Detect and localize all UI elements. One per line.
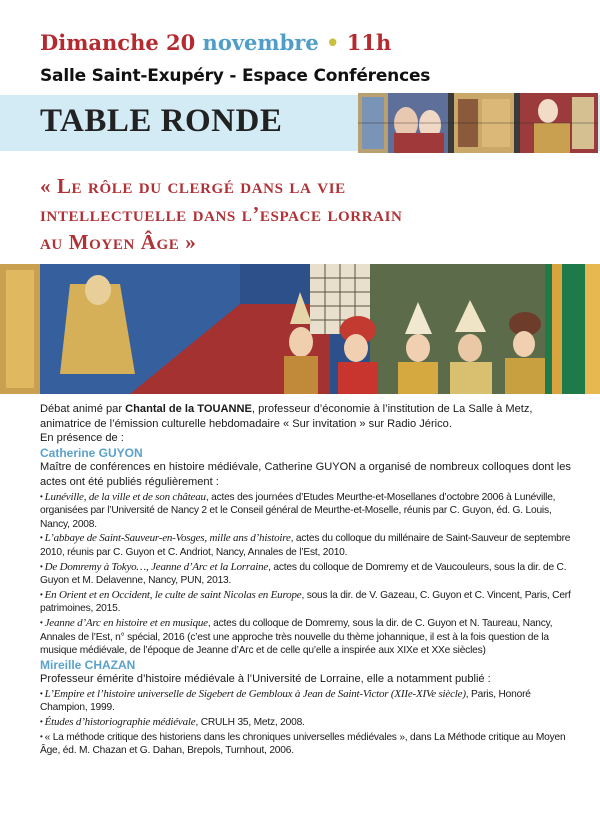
presence-label: En présence de : — [40, 432, 124, 445]
publication-item: • Lunéville, de la ville et de son château, actes des journées d’Etudes Meurthe-et-Mosellanes d’octobre 2006 à Lunéville, organisées par l’Université de Nancy 2 et le Conseil général de Meurthe-et-Moselle, réunis par C. Guyon, éd. G. Louis, Nancy, 2008. — [40, 490, 556, 530]
publication-item: • Jeanne d’Arc en histoire et en musique, actes du colloque de Domremy, sous la dir. de C. Guyon et N. Taureau, Nancy, Annales de l’Est, n° spécial, 2016 (c’est une approche très nouvelle du thème johannique, il est à la fois question de la musique médiévale, de l’époque de Jeanne d’Arc et de celle qu’elle a inspirée aux XIXe et XXe siècles) — [40, 616, 553, 657]
round-table-topic — [40, 172, 570, 256]
speaker-name: Mireille CHAZAN — [40, 657, 136, 672]
event-time: 11h — [346, 30, 392, 55]
publication-item: • « La méthode critique des historiens dans les chroniques universelles médiévales », dans La Méthode critique au Moyen Âge, éd. M. Chazan et G. Dahan, Brepols, Turnhout, 2006. — [40, 731, 566, 757]
moderator-paragraph — [40, 402, 572, 431]
date-month: novembre — [202, 30, 319, 55]
moderator-prefix: Débat animé par — [40, 403, 123, 415]
speaker-name: Catherine GUYON — [40, 445, 143, 460]
medieval-miniature-image — [0, 264, 600, 394]
venue: Salle Saint-Exupéry - Espace Conférences — [40, 66, 431, 86]
speaker-bio: Professeur émérite d’histoire médiévale à l’Université de Lorraine, elle a notamment publié : — [40, 673, 491, 686]
moderator-description: , professeur d’économie à l’institution de La Salle à Metz, animatrice de l’émission culturelle hebdomadaire « Sur invitation » sur Radio Jérico. — [40, 403, 533, 430]
stained-glass-image — [358, 93, 598, 153]
date-separator: • — [326, 30, 340, 55]
publication-item: • Études d’historiographie médiévale, CRULH 35, Metz, 2008. — [40, 716, 305, 729]
speaker-bio: Maître de conférences en histoire médiévale, Catherine GUYON a organisé de nombreux colloques dont les actes ont été publiés régulièrement : — [40, 461, 571, 488]
topic-line: au Moyen Âge » — [40, 230, 197, 254]
event-date — [40, 30, 391, 55]
page-title: TABLE RONDE — [40, 103, 283, 139]
publication-item: • De Domremy à Tokyo…, Jeanne d’Arc et la Lorraine, actes du colloque de Domremy et de Vaucouleurs, sous la dir. de C. Guyon et M. Delavenne, Nancy, PUN, 2013. — [40, 560, 567, 587]
publication-item: • L’abbaye de Saint-Sauveur-en-Vosges, mille ans d’histoire, actes du colloque du millénaire de Saint-Sauveur de septembre 2010, réunis par C. Guyon et C. Andriot, Nancy, Annales de l’Est, 2010. — [40, 532, 571, 558]
publication-item: • L’Empire et l’histoire universelle de Sigebert de Gembloux à Jean de Saint-Victor (XIIe-XIVe siècle), Paris, Honoré Champion, 1999. — [40, 687, 531, 714]
event-description — [40, 402, 572, 758]
date-day: Dimanche 20 — [40, 30, 196, 55]
topic-line: intellectuelle dans l’espace lorrain — [40, 202, 403, 226]
topic-line: « Le rôle du clergé dans la vie — [40, 174, 346, 198]
moderator-name: Chantal de la TOUANNE — [125, 403, 252, 415]
publication-item: • En Orient et en Occident, le culte de saint Nicolas en Europe, sous la dir. de V. Gazeau, C. Guyon et C. Vincent, Paris, Cerf patrimoines, 2015. — [40, 588, 571, 615]
